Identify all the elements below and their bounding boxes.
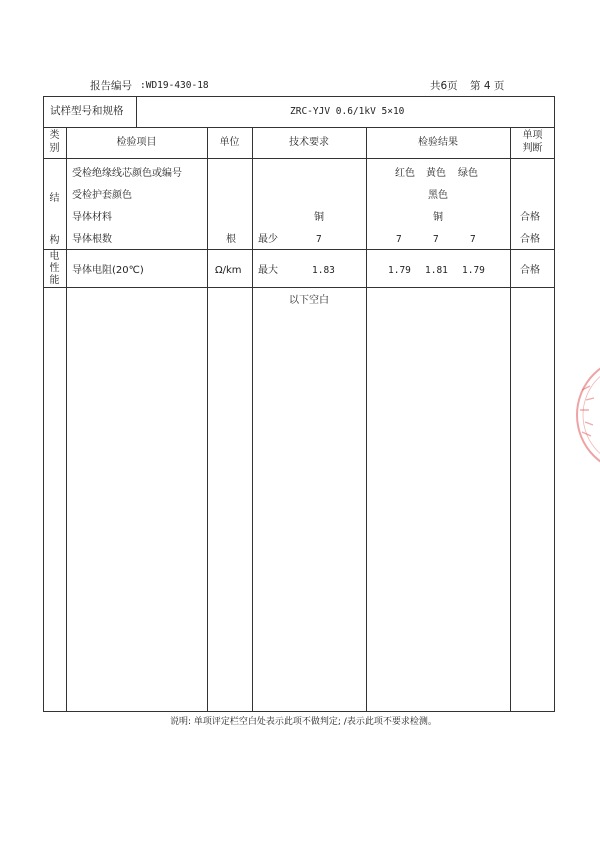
requirement-value: 7 — [316, 234, 322, 245]
result-3: 7 — [470, 234, 476, 245]
row-divider — [43, 127, 555, 128]
column-divider — [207, 127, 208, 712]
total-pages: 共6页 — [430, 80, 458, 92]
header-verdict: 单项判断 — [522, 130, 543, 154]
header-requirement: 技术要求 — [289, 137, 329, 148]
result-1: 红色 — [395, 168, 415, 179]
seal-stamp — [560, 350, 600, 480]
column-divider — [136, 96, 137, 127]
category-electrical: 电性能 — [49, 251, 60, 286]
result-3: 绿色 — [458, 168, 478, 179]
header-category: 类别 — [49, 130, 60, 154]
sample-model-label: 试样型号和规格 — [50, 105, 124, 117]
result-3: 1.79 — [462, 265, 485, 276]
sample-model-value: ZRC-YJV 0.6/1kV 5×10 — [290, 106, 405, 117]
result-2: 铜 — [433, 212, 443, 223]
requirement-value: 1.83 — [312, 265, 335, 276]
result-1: 1.79 — [388, 265, 411, 276]
result-2: 7 — [433, 234, 439, 245]
report-number: :WD19-430-18 — [140, 80, 209, 91]
row-divider — [43, 158, 555, 159]
result-1: 7 — [396, 234, 402, 245]
result-2: 1.81 — [425, 265, 448, 276]
page-number: 第 4 页 — [470, 80, 505, 92]
row-divider — [43, 287, 555, 288]
item-conductor-material: 导体材料 — [72, 212, 112, 223]
column-divider — [510, 127, 511, 712]
header-result: 检验结果 — [418, 137, 458, 148]
item-conductor-count: 导体根数 — [72, 234, 112, 245]
result-2: 黑色 — [428, 190, 448, 201]
unit: Ω/km — [215, 265, 242, 276]
verdict: 合格 — [520, 265, 540, 276]
unit: 根 — [226, 234, 236, 245]
item-conductor-resistance: 导体电阻(20℃) — [72, 265, 144, 276]
category-structure: 结构 — [49, 193, 60, 246]
report-number-label: 报告编号 — [90, 80, 132, 92]
verdict: 合格 — [520, 212, 540, 223]
blank-below-note: 以下空白 — [289, 295, 329, 306]
row-divider — [43, 249, 555, 250]
requirement-value: 铜 — [314, 212, 324, 223]
verdict: 合格 — [520, 234, 540, 245]
header-unit: 单位 — [219, 137, 240, 148]
requirement-prefix: 最少 — [258, 234, 278, 245]
item-sheath-color: 受检护套颜色 — [72, 190, 132, 201]
requirement-prefix: 最大 — [258, 265, 278, 276]
footnote: 说明: 单项评定栏空白处表示此项不做判定; /表示此项不要求检测。 — [170, 717, 437, 727]
header-item: 检验项目 — [116, 137, 157, 148]
inspection-table — [43, 96, 555, 712]
item-insulation-color: 受检绝缘线芯颜色或编号 — [72, 168, 182, 179]
column-divider — [66, 127, 67, 712]
result-2: 黄色 — [426, 168, 446, 179]
